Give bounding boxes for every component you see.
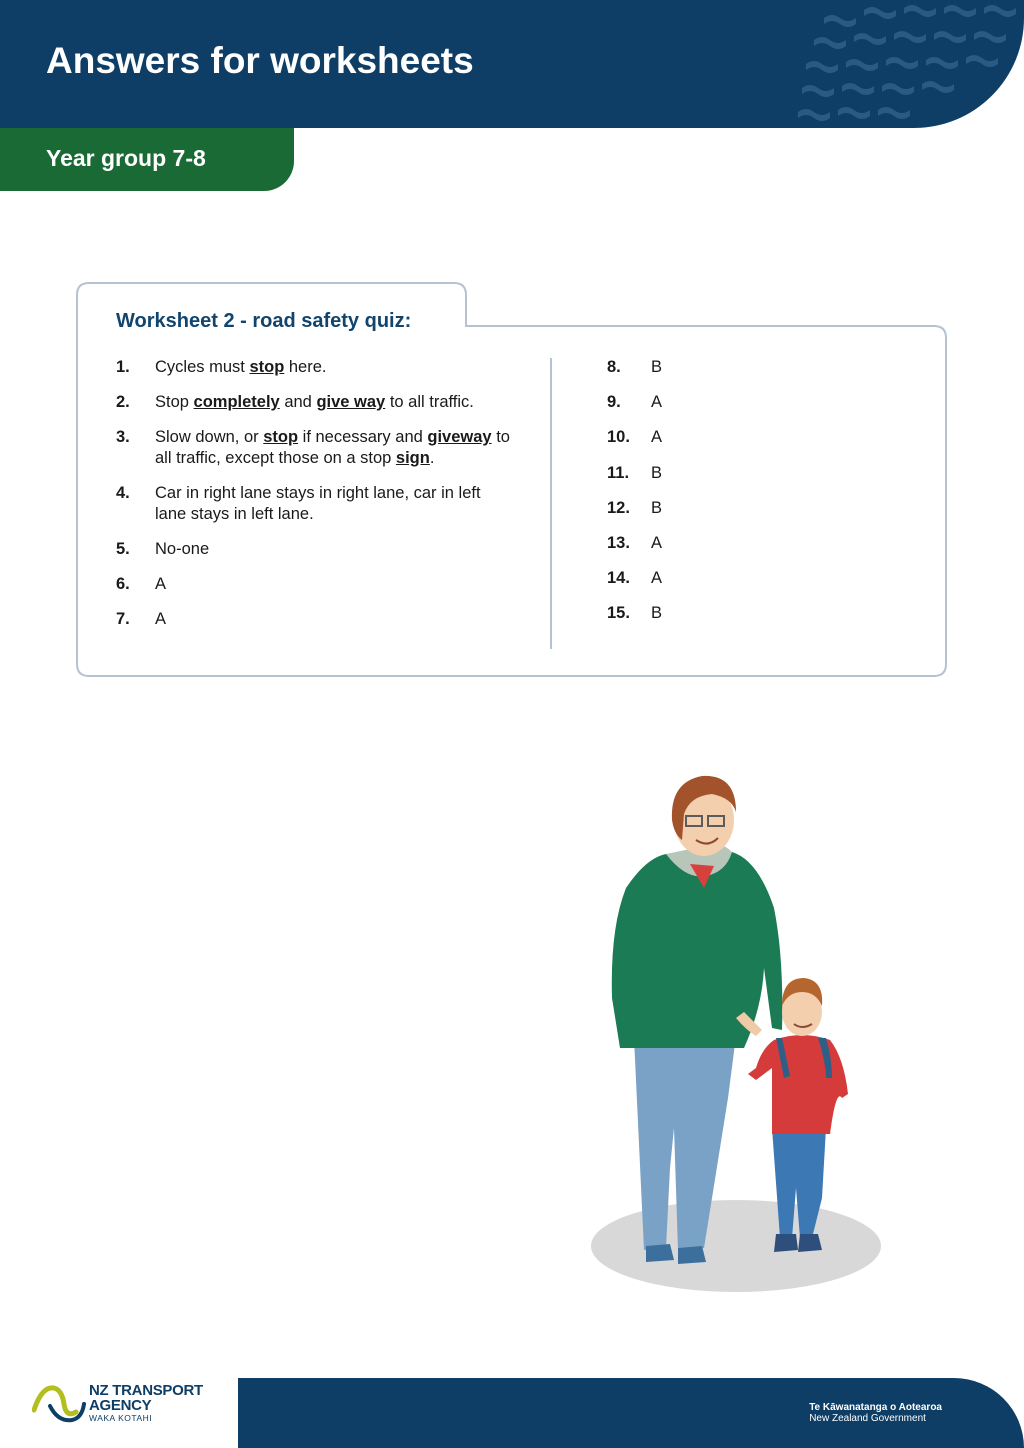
answer-number: 13. xyxy=(607,533,630,552)
answer-text-part: to all traffic, except those on a stop xyxy=(155,428,510,467)
answer-number: 2. xyxy=(116,393,130,411)
nzta-logo xyxy=(32,1382,222,1426)
logo-text-line1: NZ TRANSPORT xyxy=(89,1382,203,1399)
answer-item xyxy=(116,483,516,525)
answer-number: 1. xyxy=(116,358,130,376)
answer-text xyxy=(155,539,516,560)
answer-text: B xyxy=(651,604,663,623)
answer-text xyxy=(155,392,516,413)
answer-number: 4. xyxy=(116,484,130,502)
answer-keyword: giveway xyxy=(427,428,492,446)
answer-number: 11. xyxy=(607,463,630,482)
answer-item xyxy=(607,463,807,484)
answer-text: B xyxy=(651,498,663,517)
answer-keyword: give way xyxy=(316,393,386,411)
answer-text-part: and xyxy=(279,393,317,411)
page-title: Answers for worksheets xyxy=(46,40,474,81)
answer-text-part: here. xyxy=(284,358,327,376)
answer-text-part: Car in right lane stays in right lane, car in left lane stays in left lane. xyxy=(155,484,481,523)
answer-text xyxy=(155,609,516,630)
answer-item xyxy=(116,574,516,595)
answer-item xyxy=(607,427,807,448)
answer-text-part: Cycles must xyxy=(155,358,250,376)
answer-item xyxy=(607,498,807,519)
answer-number: 5. xyxy=(116,540,130,558)
logo-text-line2: AGENCY xyxy=(89,1397,152,1414)
answer-text-part: . xyxy=(429,449,435,467)
answer-text: A xyxy=(651,569,663,588)
answer-keyword: stop xyxy=(263,428,299,446)
answer-text: A xyxy=(651,533,663,552)
answer-item xyxy=(116,357,516,378)
answer-text-part: to all traffic. xyxy=(385,393,474,411)
answer-item xyxy=(116,392,516,413)
answer-text-part: Stop xyxy=(155,393,194,411)
answer-item xyxy=(607,568,807,589)
logo-text-line3: WAKA KOTAHI xyxy=(89,1413,153,1423)
government-branding xyxy=(809,1402,942,1424)
answers-left-column xyxy=(116,357,516,644)
answer-number: 15. xyxy=(607,604,630,623)
answer-number: 7. xyxy=(116,610,130,628)
answer-item xyxy=(607,533,807,554)
nzta-logo-icon xyxy=(32,1382,86,1426)
answer-keyword: sign xyxy=(395,449,430,467)
year-group-label: Year group 7-8 xyxy=(46,145,206,171)
year-group-tab xyxy=(0,128,294,191)
answer-text-part: A xyxy=(155,610,167,628)
answer-number: 14. xyxy=(607,569,630,588)
answer-number: 9. xyxy=(607,393,621,412)
answer-text xyxy=(155,574,516,595)
answer-number: 6. xyxy=(116,575,130,593)
answer-item xyxy=(116,539,516,560)
answer-item xyxy=(116,427,516,469)
answers-right-column xyxy=(607,357,807,639)
answer-number: 3. xyxy=(116,428,130,446)
answer-text-part: A xyxy=(155,575,167,593)
answer-text-part: No-one xyxy=(155,540,210,558)
gov-name-maori: Te Kāwanatanga o Aotearoa xyxy=(809,1402,942,1413)
answer-item xyxy=(607,603,807,624)
answer-text-part: if necessary and xyxy=(298,428,428,446)
page-footer xyxy=(238,1378,1024,1448)
answer-text: A xyxy=(651,428,663,447)
column-divider xyxy=(550,358,552,649)
answer-card xyxy=(76,282,948,678)
answer-number: 12. xyxy=(607,498,630,517)
answer-text: A xyxy=(651,393,663,412)
worksheet-title: Worksheet 2 - road safety quiz: xyxy=(116,310,412,332)
answer-number: 8. xyxy=(607,358,621,376)
answer-keyword: completely xyxy=(193,393,280,411)
answer-text xyxy=(155,427,516,469)
answer-text: B xyxy=(651,463,663,482)
answer-item xyxy=(607,357,807,378)
answer-item xyxy=(116,609,516,630)
header-pattern xyxy=(794,0,1024,128)
answer-text xyxy=(155,357,516,378)
page-header xyxy=(0,0,1024,128)
answer-number: 10. xyxy=(607,428,630,447)
gov-name-english: New Zealand Government xyxy=(809,1413,926,1424)
parent-and-child-illustration xyxy=(586,768,886,1298)
answer-text: B xyxy=(651,358,663,376)
answer-item xyxy=(607,392,807,413)
answer-text xyxy=(155,483,516,525)
answer-keyword: stop xyxy=(249,358,285,376)
answer-text-part: Slow down, or xyxy=(155,428,264,446)
